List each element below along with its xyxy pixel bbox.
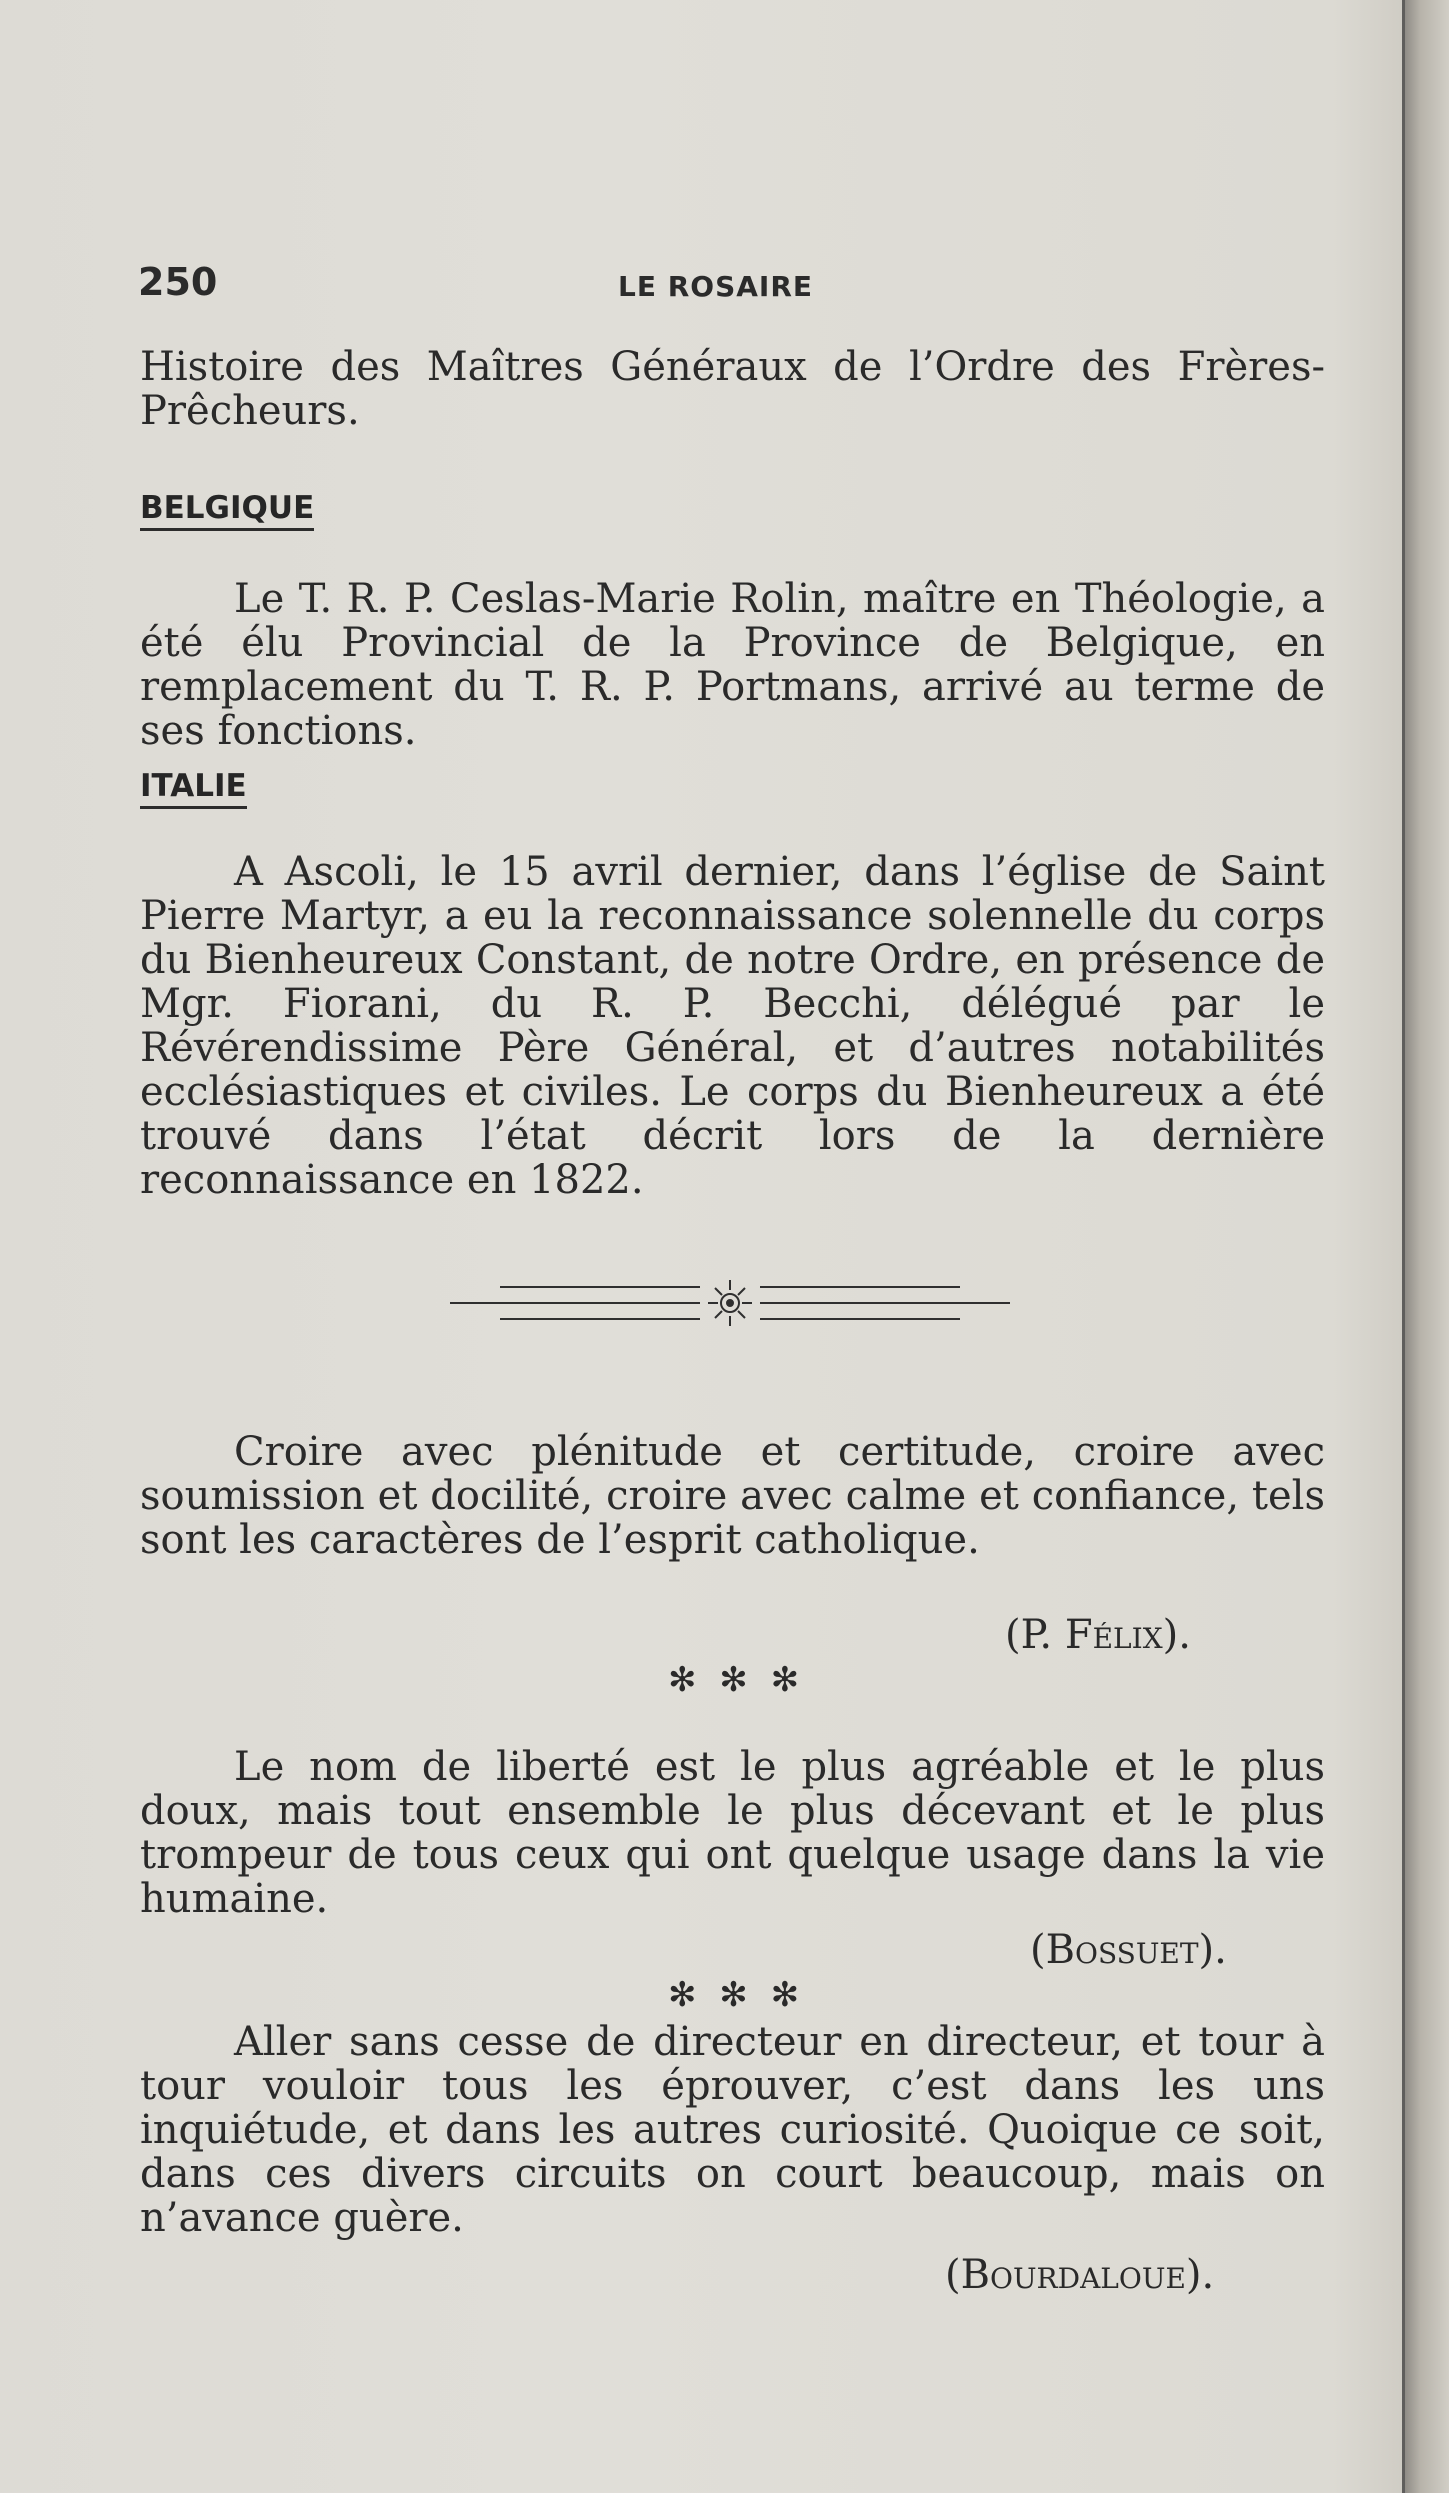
- asterism-separator-2: ✻ ✻ ✻: [668, 1975, 806, 2015]
- asterism-separator-1: ✻ ✻ ✻: [668, 1660, 806, 1700]
- page-number: 250: [138, 260, 218, 304]
- quote-2-text: Le nom de liberté est le plus agréable et le plus doux, mais tout ensemble le plus décevant et le plus trompeur de tous ceux qui ont quelque usage dans la vie humaine.: [140, 1744, 1325, 1922]
- quote-1-attribution: (P. Félix).: [1005, 1612, 1191, 1658]
- italie-paragraph: A Ascoli, le 15 avril dernier, dans l’église de Saint Pierre Martyr, a eu la reconnaissance solennelle du corps du Bienheureux Constant, de notre Ordre, en présence de Mgr. Fiorani, du R. P. Becchi, délégué par le Révérendissime Père Général, et d’autres notabilités ecclésiastiques et civiles. Le corps du Bienheureux a été trouvé dans l’état décrit lors de la dernière reconnaissance en 1822.: [140, 849, 1325, 1203]
- section-heading-belgique: BELGIQUE: [140, 490, 314, 531]
- quote-2-attribution: (Bossuet).: [1030, 1927, 1227, 1973]
- belgique-paragraph: Le T. R. P. Ceslas-Marie Rolin, maître en Théologie, a été élu Provincial de la Province de Belgique, en remplacement du T. R. P. Portmans, arrivé au terme de ses fonctions.: [140, 576, 1325, 754]
- running-title: LE ROSAIRE: [618, 270, 814, 303]
- intro-paragraph: Histoire des Maîtres Généraux de l’Ordre des Frères-Prêcheurs.: [140, 344, 1325, 434]
- sun-ornament-icon: [450, 1277, 1010, 1327]
- page-edge-shadow: [1405, 0, 1449, 2493]
- quote-3-attribution: (Bourdaloue).: [945, 2252, 1215, 2298]
- page-header: [138, 260, 1328, 310]
- section-heading-italie: ITALIE: [140, 768, 247, 809]
- quote-3-text: Aller sans cesse de directeur en directeur, et tour à tour vouloir tous les éprouver, c’est dans les uns inquiétude, et dans les autres curiosité. Quoique ce soit, dans ces divers circuits on court beaucoup, mais on n’avance guère.: [140, 2019, 1325, 2241]
- quote-1-text: Croire avec plénitude et certitude, croire avec soumission et docilité, croire avec calme et confiance, tels sont les caractères de l’esprit catholique.: [140, 1429, 1325, 1563]
